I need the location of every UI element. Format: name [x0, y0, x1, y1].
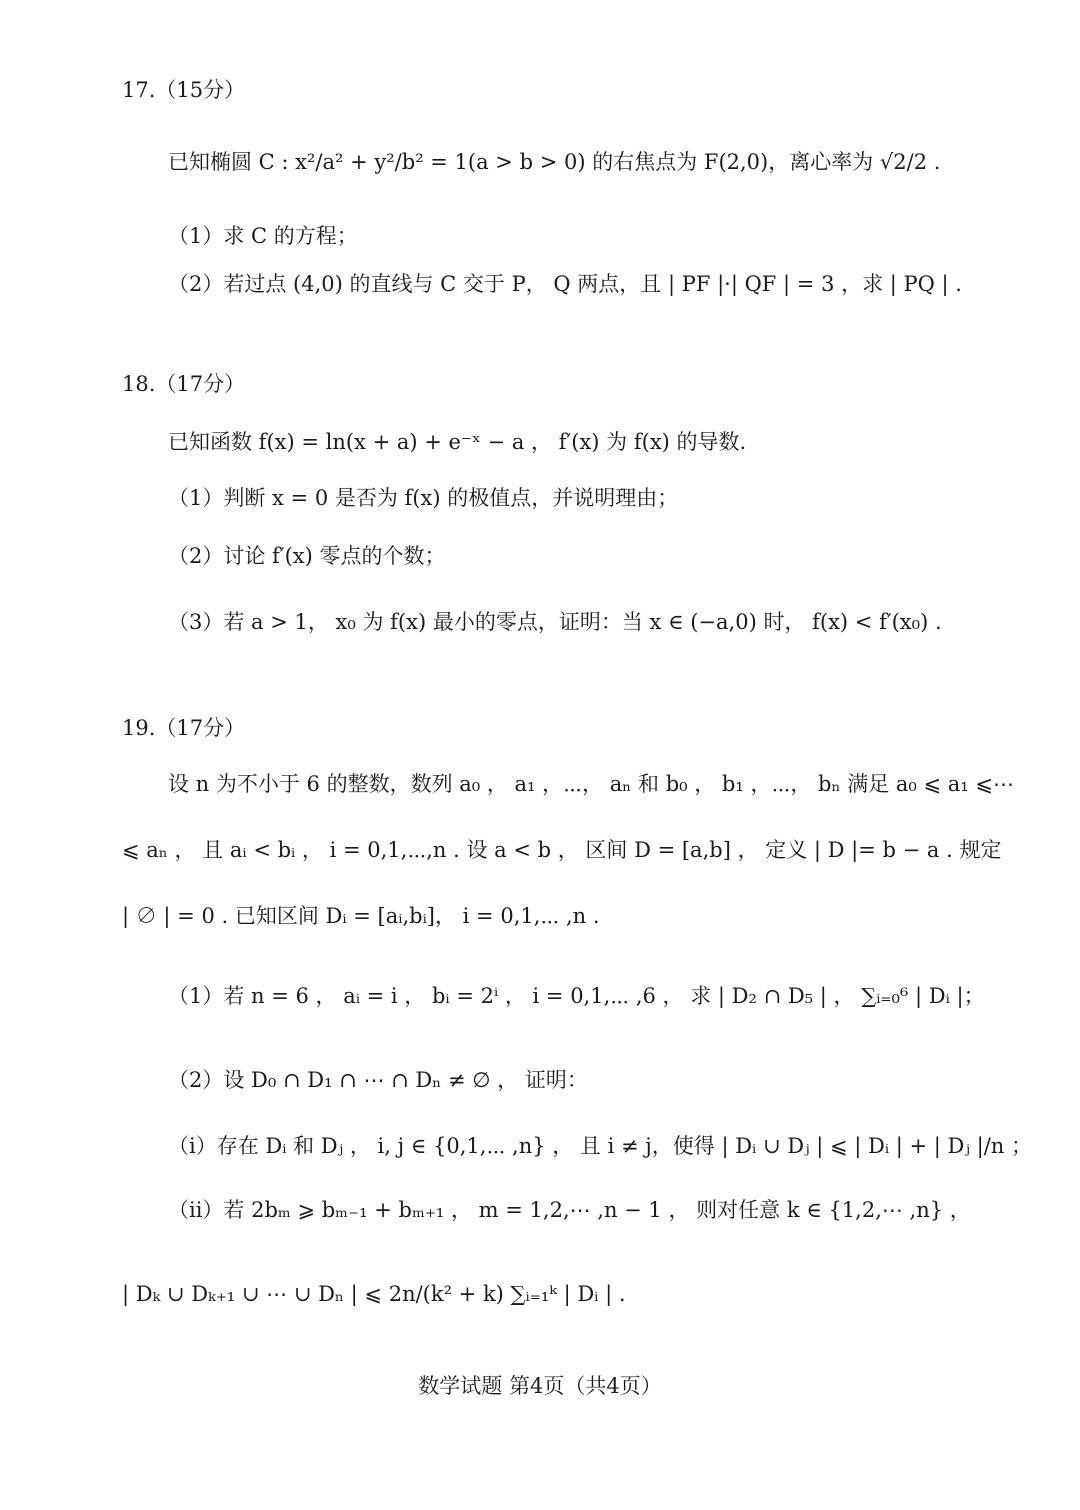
q19-stem-line2: ⩽ aₙ ， 且 aᵢ < bᵢ ， i = 0,1,⋯,n . 设 a < b ， 区间 D = [a,b] ， 定义 | D |= b − a . 规定	[122, 838, 1002, 862]
q19-stem-line1: 设 n 为不小于 6 的整数，数列 a₀ ， a₁ ，⋯， aₙ 和 b₀ ， b₁ ，⋯， bₙ 满足 a₀ ⩽ a₁ ⩽⋯	[168, 772, 1014, 796]
q19-part2-ii-conclusion: | Dₖ ∪ Dₖ₊₁ ∪ ⋯ ∪ Dₙ | ⩽ 2n/(k² + k) ∑ᵢ₌₁ᵏ | Dᵢ | .	[122, 1282, 626, 1306]
q18-part3: （3）若 a > 1， x₀ 为 f(x) 最小的零点，证明：当 x ∈ (−a,0) 时， f(x) < f′(x₀) .	[168, 610, 942, 634]
q19-part2: （2）设 D₀ ∩ D₁ ∩ ⋯ ∩ Dₙ ≠ ∅ ， 证明：	[168, 1068, 588, 1092]
page-footer: 数学试题 第4页（共4页）	[418, 1374, 662, 1398]
q19-stem-line3: | ∅ | = 0 . 已知区间 Dᵢ = [aᵢ,bᵢ]， i = 0,1,⋯ ,n .	[122, 904, 600, 928]
q17-part2: （2）若过点 (4,0) 的直线与 C 交于 P， Q 两点，且 | PF |·| QF | = 3 ，求 | PQ | .	[168, 272, 962, 296]
q19-part2-ii: （ii）若 2bₘ ⩾ bₘ₋₁ + bₘ₊₁ ， m = 1,2,⋯ ,n − 1 ， 则对任意 k ∈ {1,2,⋯ ,n} ，	[168, 1198, 971, 1222]
q17-part1: （1）求 C 的方程；	[168, 224, 358, 248]
q19-part1: （1）若 n = 6 ， aᵢ = i ， bᵢ = 2ⁱ ， i = 0,1,⋯ ,6 ， 求 | D₂ ∩ D₅ | ， ∑ᵢ₌₀⁶ | Dᵢ |；	[168, 984, 985, 1008]
q18-heading: 18.（17分）	[122, 372, 246, 396]
q18-part2: （2）讨论 f′(x) 零点的个数；	[168, 544, 446, 568]
q19-part2-i: （i）存在 Dᵢ 和 Dⱼ ， i, j ∈ {0,1,⋯ ,n} ， 且 i ≠ j，使得 | Dᵢ ∪ Dⱼ | ⩽ | Dᵢ | + | Dⱼ |/n ；	[168, 1134, 1032, 1158]
q17-heading: 17.（15分）	[122, 78, 246, 102]
q19-heading: 19.（17分）	[122, 716, 246, 740]
q18-part1: （1）判断 x = 0 是否为 f(x) 的极值点，并说明理由；	[168, 486, 679, 510]
q17-stem: 已知椭圆 C : x²/a² + y²/b² = 1(a > b > 0) 的右焦点为 F(2,0)，离心率为 √2/2 .	[168, 150, 941, 174]
q18-stem: 已知函数 f(x) = ln(x + a) + e⁻ˣ − a ， f′(x) 为 f(x) 的导数.	[168, 430, 747, 454]
